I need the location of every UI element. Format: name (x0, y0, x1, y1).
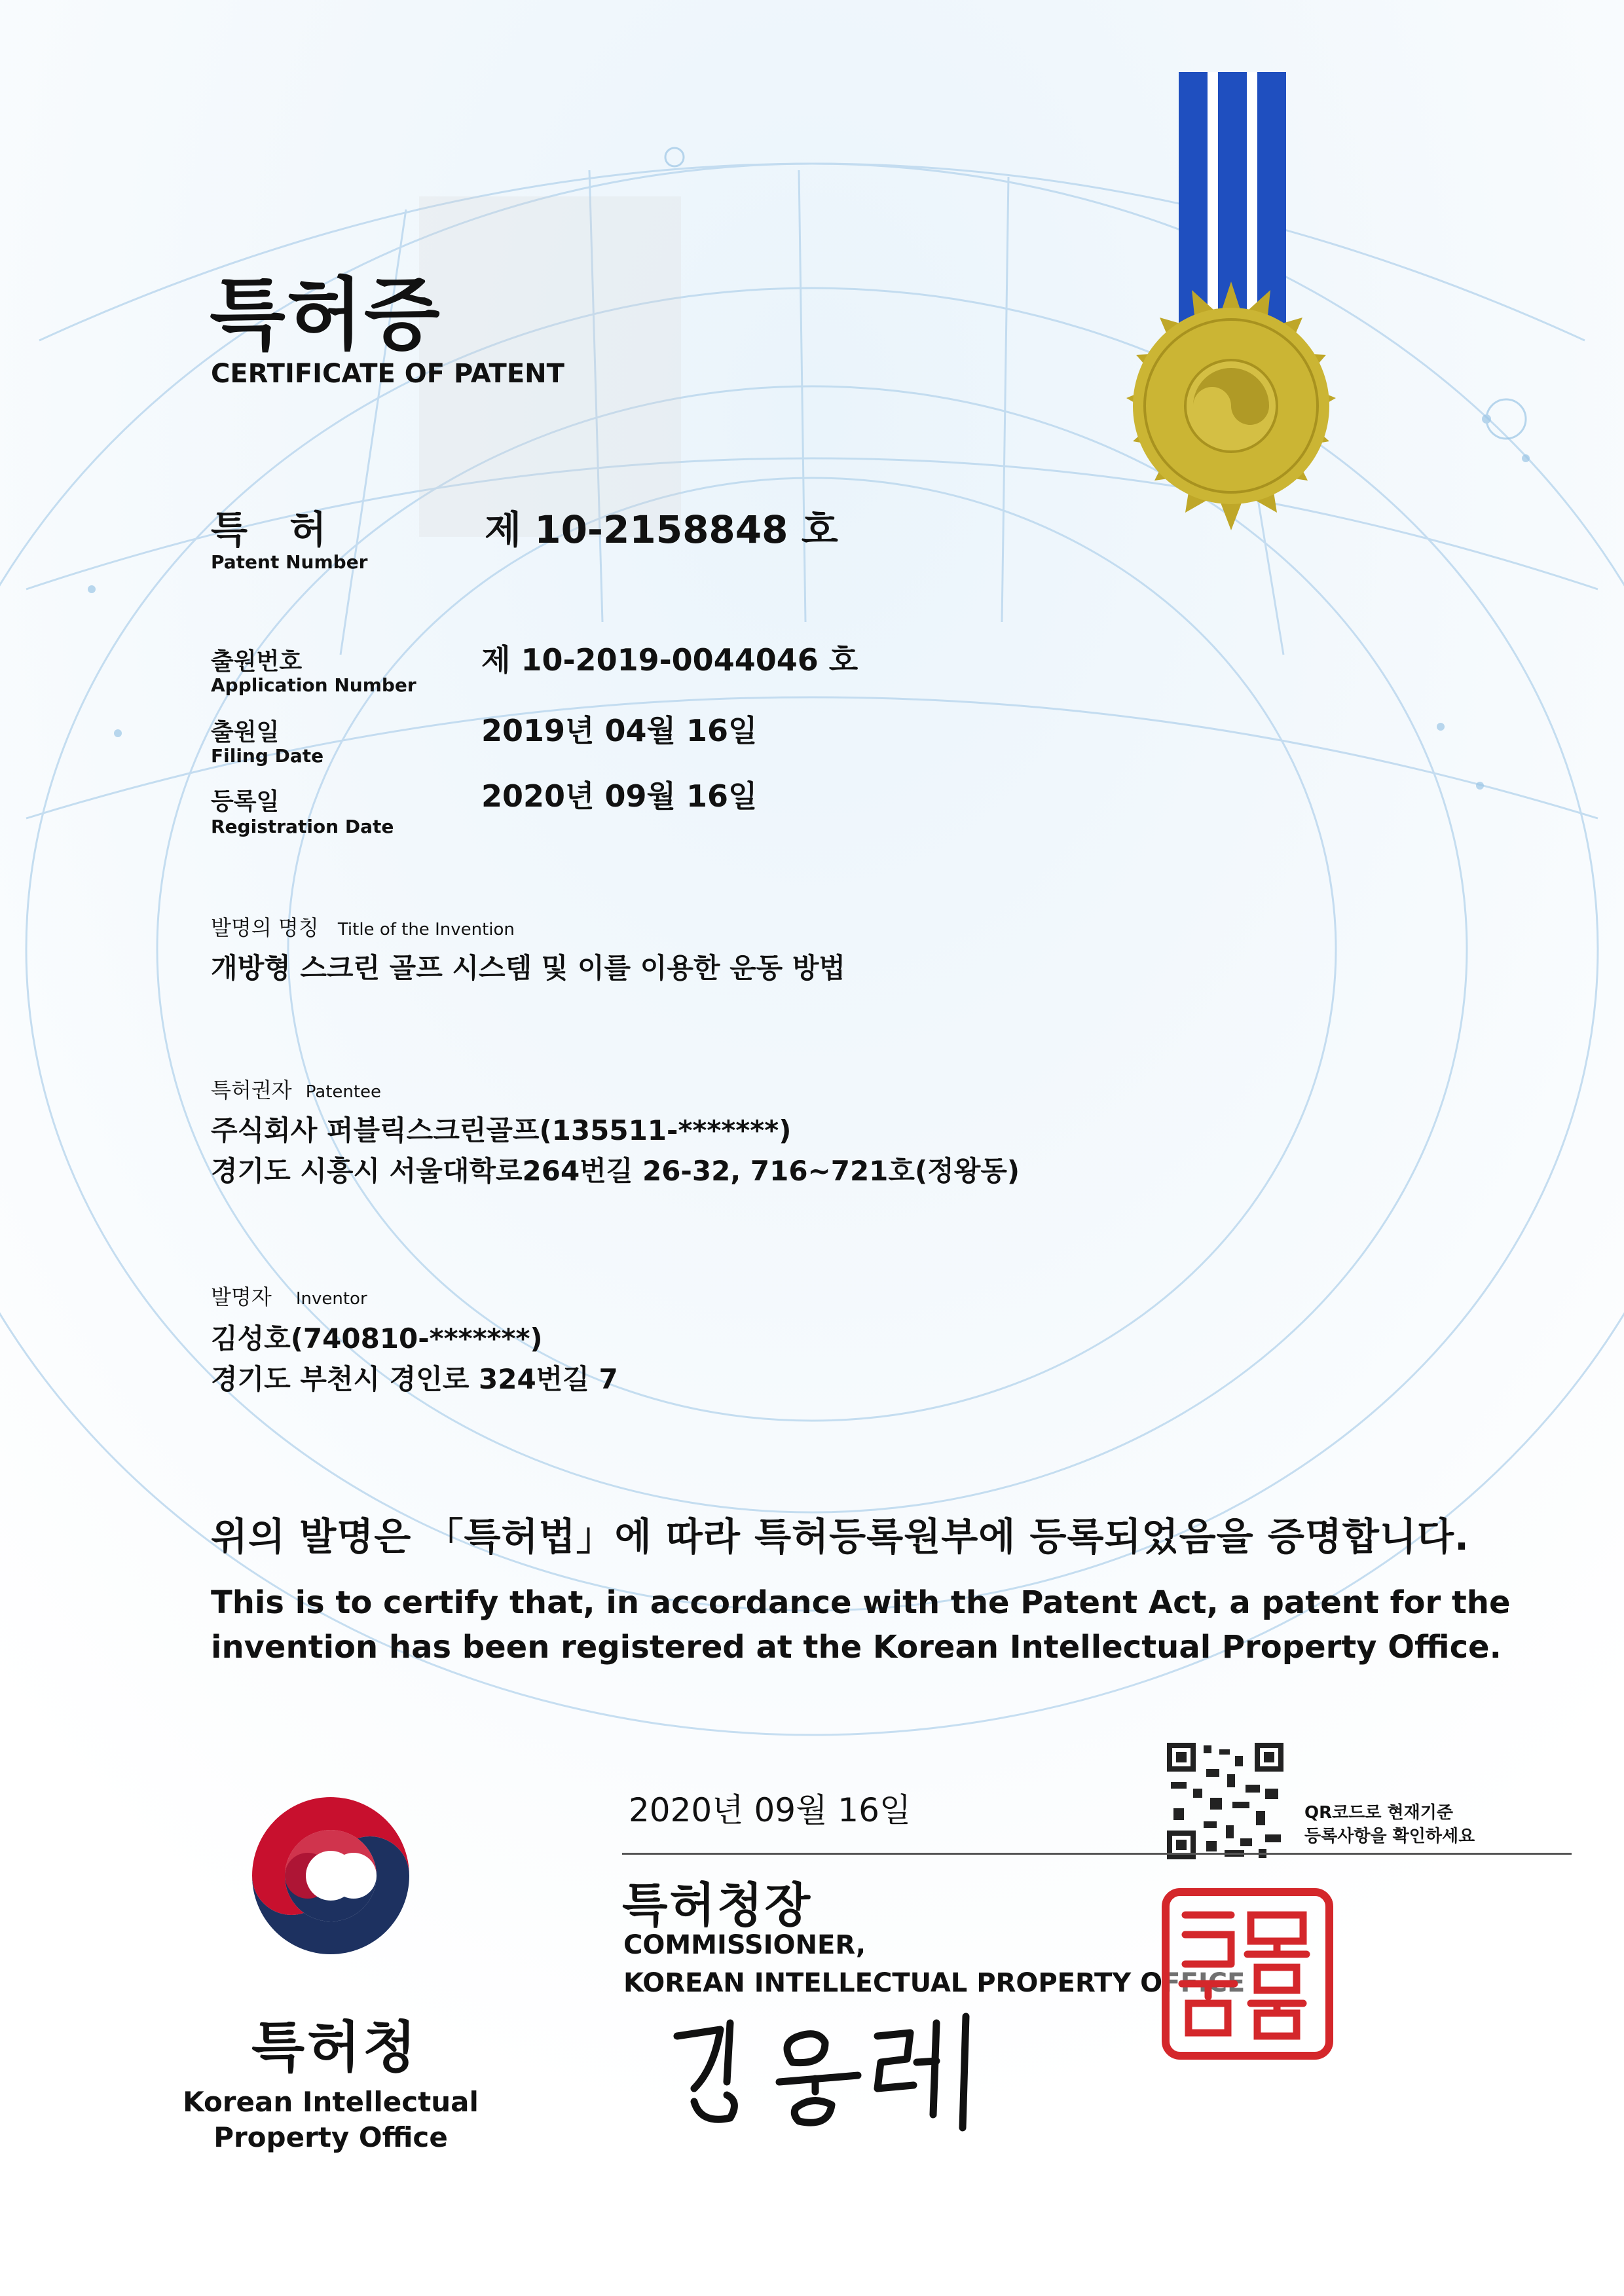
filing-date-label-en: Filing Date (211, 745, 324, 767)
inventor-label-en: Inventor (295, 1289, 367, 1309)
inventor-name: 김성호(740810-*******) (211, 1322, 543, 1355)
certification-statement-en-line2: invention has been registered at the Korean Intellectual Property Office. (211, 1629, 1502, 1666)
filing-date-label-ko: 출원일 (211, 719, 280, 746)
certificate-title-ko: 특허증 (210, 270, 441, 361)
patent-number-label-ko: 특 허 (211, 507, 341, 552)
kipo-taegeuk-logo (236, 1781, 426, 1971)
application-number-value: 제 10-2019-0044046 호 (481, 642, 858, 678)
qr-code (1167, 1743, 1283, 1859)
invention-title-value: 개방형 스크린 골프 시스템 및 이를 이용한 운동 방법 (211, 952, 845, 984)
patent-number-value: 제 10-2158848 호 (485, 507, 838, 552)
patentee-label-ko: 특허권자 (211, 1078, 292, 1102)
invention-title-label (211, 911, 515, 941)
registration-date-label-en: Registration Date (211, 816, 394, 837)
patent-number-label-en: Patent Number (211, 551, 368, 573)
qr-note-line2: 등록사항을 확인하세요 (1304, 1827, 1475, 1846)
kipo-name-en-line1: Korean Intellectual (183, 2086, 479, 2118)
gold-seal-medal (1048, 65, 1414, 707)
filing-date-value: 2019년 04월 16일 (481, 713, 758, 748)
patentee-label-en: Patentee (305, 1082, 382, 1102)
invention-title-label-en: Title of the Invention (337, 920, 515, 939)
commissioner-title-en-line2: KOREAN INTELLECTUAL PROPERTY OFFICE (623, 1968, 1246, 1998)
certification-statement-en-line1: This is to certify that, in accordance with the Patent Act, a patent for the (211, 1584, 1511, 1621)
kipo-name-ko: 특허청 (251, 2015, 419, 2079)
certificate-title-en: CERTIFICATE OF PATENT (211, 359, 564, 389)
patentee-address: 경기도 시흥시 서울대학로264번길 26-32, 716~721호(정왕동) (211, 1155, 1020, 1187)
inventor-label (211, 1281, 367, 1311)
patentee-name: 주식회사 퍼블릭스크린골프(135511-*******) (211, 1114, 792, 1146)
application-number-label-en: Application Number (211, 674, 416, 696)
issue-date: 2020년 09월 16일 (629, 1791, 912, 1829)
commissioner-signature (668, 2010, 1008, 2134)
qr-note-line1: QR코드로 현재기준 (1304, 1803, 1453, 1823)
certification-statement-ko: 위의 발명은 「특허법」에 따라 특허등록원부에 등록되었음을 증명합니다. (211, 1514, 1470, 1559)
commissioner-title-en-line1: COMMISSIONER, (623, 1930, 866, 1960)
invention-title-label-ko: 발명의 명칭 (211, 915, 319, 940)
commissioner-title-ko: 특허청장 (622, 1878, 813, 1933)
inventor-label-ko: 발명자 (211, 1285, 272, 1309)
inventor-address: 경기도 부천시 경인로 324번길 7 (211, 1363, 618, 1395)
application-number-label-ko: 출원번호 (211, 648, 303, 675)
registration-date-value: 2020년 09월 16일 (481, 778, 758, 814)
signature-divider-line (622, 1853, 1572, 1855)
kipo-name-en-line2: Property Office (213, 2121, 448, 2153)
patentee-label (211, 1074, 381, 1104)
registration-date-label-ko: 등록일 (211, 788, 280, 815)
official-red-seal (1159, 1886, 1336, 2062)
